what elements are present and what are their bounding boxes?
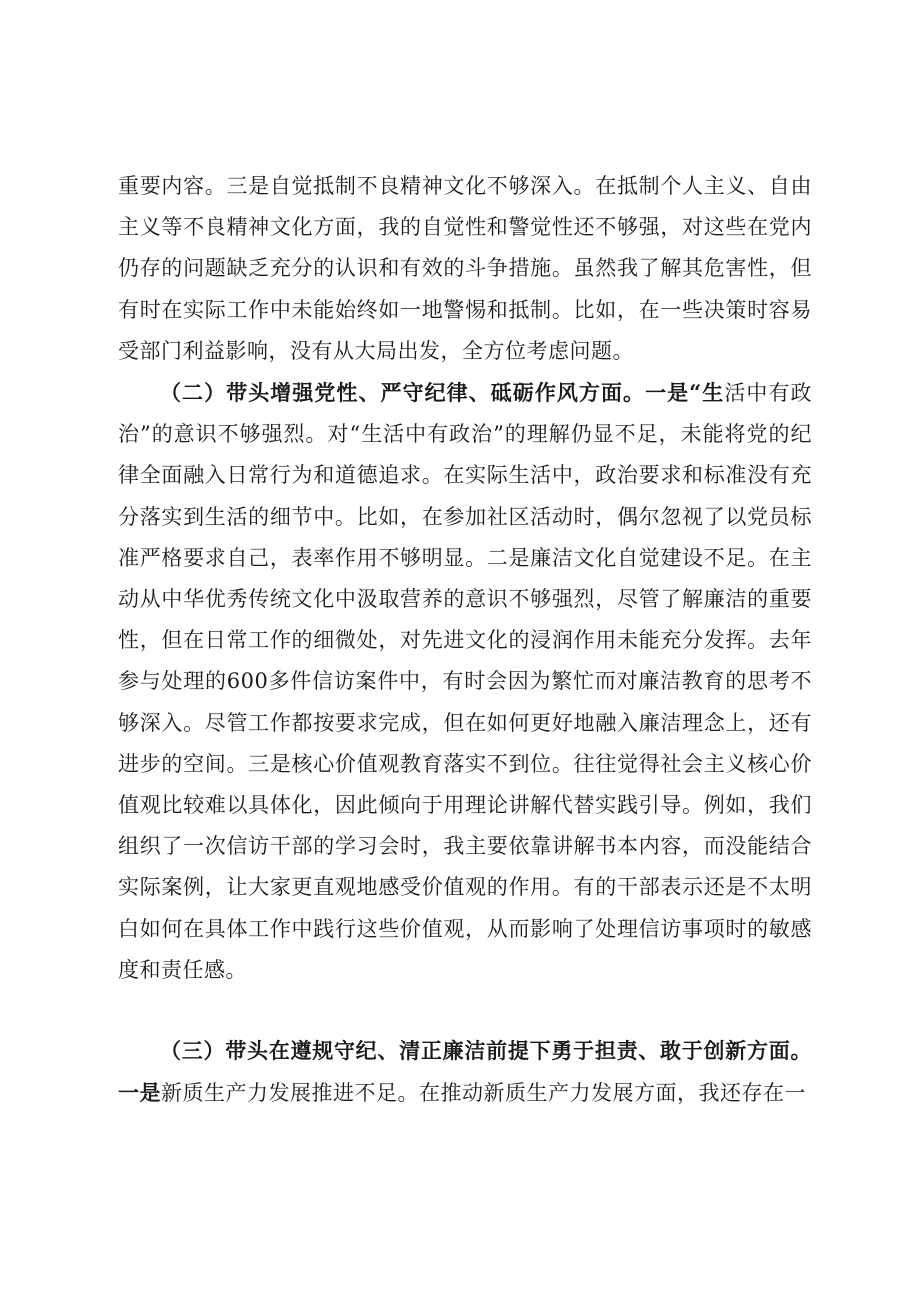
paragraph-2-body: 活中有政治”的意识不够强烈。对“生活中有政治”的理解仍显不足，未能将党的纪律全面融入日常行为和道德追求。在实际生活中，政治要求和标准没有充分落实到生活的细节中。比如，在参加社区活动时，偶尔忽视了以党员标准严格要求自己，表率作用不够明显。二是廉洁文化自觉建设不足。在主动从中华优秀传统文化中汲取营养的意识不够强烈，尽管了解廉洁的重要性，但在日常工作的细微处，对先进文化的浸润作用未能充分发挥。去年参与处理的600多件信访案件中，有时会因为繁忙而对廉洁教育的思考不够深入。尽管工作都按要求完成，但在如何更好地融入廉洁理念上，还有进步的空间。三是核心价值观教育落实不到位。往往觉得社会主义核心价值观比较难以具体化，因此倾向于用理论讲解代替实践引导。例如，我们组织了一次信访干部的学习会时，我主要依靠讲解书本内容，而没能结合实际案例，让大家更直观地感受价值观的作用。有的干部表示还是不太明白如何在具体工作中践行这些价值观，从而影响了处理信访事项时的敏感度和责任感。: [118, 381, 813, 982]
paragraph-3-heading: （三）带头在遵规守纪、清正廉洁前提下勇于担责、敢于创新方面。一是: [118, 1038, 812, 1106]
paragraph-3-content: [118, 1030, 812, 1114]
paragraph-1-text: 重要内容。三是自觉抵制不良精神文化不够深入。在抵制个人主义、自由主义等不良精神文化方面，我的自觉性和警觉性还不够强，对这些在党内仍存的问题缺乏充分的认识和有效的斗争措施。虽然我了解其危害性，但有时在实际工作中未能始终如一地警惕和抵制。比如，在一些决策时容易受部门利益影响，没有从大局出发，全方位考虑问题。: [118, 174, 812, 363]
paragraph-2: [118, 372, 812, 991]
paragraph-1: [118, 166, 812, 372]
paragraph-2-content: [118, 372, 812, 991]
paragraph-2-heading: （二）带头增强党性、严守纪律、砥砺作风方面。一是“生: [160, 380, 725, 405]
paragraph-3: [118, 1030, 812, 1114]
paragraph-3-body: 新质生产力发展推进不足。在推动新质生产力发展方面，我还存在一: [161, 1081, 806, 1106]
